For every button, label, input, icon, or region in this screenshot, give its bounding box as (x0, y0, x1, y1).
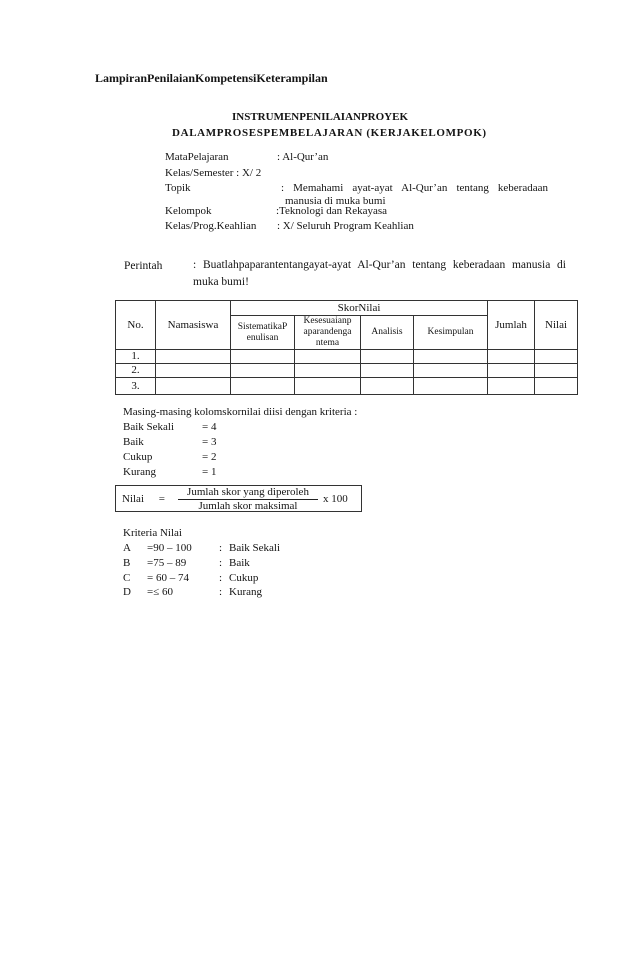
grade-letter: B (123, 557, 131, 569)
grade-range: =90 – 100 (147, 542, 192, 554)
grade-range: = 60 – 74 (147, 572, 189, 584)
grade-separator: : (219, 572, 223, 584)
header-line: Analisis (371, 327, 403, 337)
formula-lhs: Nilai = (122, 493, 165, 505)
conclusion-cell (414, 378, 488, 395)
relevance-cell (295, 364, 361, 378)
header-line: enulisan (246, 332, 279, 343)
table-row (116, 364, 578, 378)
grade-label: Baik (229, 557, 250, 569)
group-value: :Teknologi dan Rekayasa (276, 205, 388, 217)
student-name-cell (156, 364, 231, 378)
scoring-criteria-intro: Masing-masing kolomskornilai diisi dengan kriteria : (123, 406, 358, 418)
score-table (115, 300, 578, 395)
header-line: Kesesuaianp (303, 316, 352, 326)
header-criterion-systematics (231, 316, 295, 350)
analysis-cell (361, 364, 414, 378)
conclusion-cell (414, 364, 488, 378)
student-name-cell (156, 350, 231, 364)
grade-letter: D (123, 586, 131, 598)
grade-separator: : (219, 542, 223, 554)
subject-value: : Al-Qur’an (277, 151, 329, 163)
criteria-label: Cukup (123, 451, 153, 463)
table-row (116, 378, 578, 395)
table-header-row (116, 301, 578, 316)
grade-range: =75 – 89 (147, 557, 187, 569)
row-number: 1. (116, 350, 156, 364)
topic-label: Topik (165, 182, 191, 194)
total-cell (488, 350, 535, 364)
appendix-title: LampiranPenilaianKompetensiKeterampilan (95, 71, 328, 85)
analysis-cell (361, 350, 414, 364)
criteria-value: = 3 (202, 436, 217, 448)
criteria-label: Baik (123, 436, 144, 448)
criteria-value: = 4 (202, 421, 217, 433)
row-number: 3. (116, 378, 156, 395)
systematics-cell (231, 364, 295, 378)
topic-value-line-2: manusia di muka bumi (285, 195, 386, 207)
group-label: Kelompok (165, 205, 212, 217)
grade-label: Baik Sekali (229, 542, 281, 554)
formula-multiplier: x 100 (323, 493, 348, 505)
grade-letter: C (123, 572, 131, 584)
analysis-cell (361, 378, 414, 395)
header-student-name: Namasiswa (156, 301, 231, 350)
formula-denominator: Jumlah skor maksimal (198, 500, 298, 512)
header-line: Kesimpulan (427, 327, 474, 337)
relevance-cell (295, 350, 361, 364)
header-criterion-analysis (361, 316, 414, 350)
systematics-cell (231, 378, 295, 395)
grade-cell (535, 364, 578, 378)
conclusion-cell (414, 350, 488, 364)
document-title-line-2: DALAMPROSESPEMBELAJARAN (KERJAKELOMPOK) (172, 127, 487, 139)
class-semester: Kelas/Semester : X/ 2 (165, 167, 262, 179)
header-grade: Nilai (535, 301, 578, 350)
program-value: : X/ Seluruh Program Keahlian (277, 220, 414, 232)
header-total: Jumlah (488, 301, 535, 350)
grade-separator: : (219, 557, 223, 569)
criteria-value: = 1 (202, 466, 217, 478)
header-line: aparandenga (303, 327, 352, 337)
grade-label: Cukup (229, 572, 259, 584)
formula-numerator: Jumlah skor yang diperoleh (187, 486, 309, 498)
topic-value-line-1: : Memahami ayat-ayat Al-Qur’an tentang keberadaan (281, 182, 548, 194)
instruction-text-line-2: muka bumi! (193, 276, 249, 288)
header-criterion-conclusion (414, 316, 488, 350)
grade-letter: A (123, 542, 131, 554)
program-label: Kelas/Prog.Keahlian (165, 220, 257, 232)
instruction-label: Perintah (124, 260, 163, 272)
document-title-line-1: INSTRUMENPENILAIANPROYEK (232, 111, 409, 123)
header-criterion-relevance (295, 316, 361, 350)
criteria-label: Baik Sekali (123, 421, 175, 433)
total-cell (488, 378, 535, 395)
subject-label: MataPelajaran (165, 151, 229, 163)
header-line: ntema (315, 338, 340, 348)
grade-criteria-title: Kriteria Nilai (123, 527, 182, 539)
row-number: 2. (116, 364, 156, 378)
header-score-group: SkorNilai (231, 301, 488, 316)
header-line: SistematikaP (237, 321, 288, 332)
score-formula-box (115, 485, 362, 512)
student-name-cell (156, 378, 231, 395)
header-no: No. (116, 301, 156, 350)
criteria-label: Kurang (123, 466, 156, 478)
grade-separator: : (219, 586, 223, 598)
grade-label: Kurang (229, 586, 262, 598)
grade-cell (535, 378, 578, 395)
total-cell (488, 364, 535, 378)
systematics-cell (231, 350, 295, 364)
criteria-value: = 2 (202, 451, 217, 463)
grade-cell (535, 350, 578, 364)
instruction-text-line-1: : Buatlahpaparantentangayat-ayat Al-Qur’an tentang keberadaan manusia di (193, 259, 566, 271)
grade-range: =≤ 60 (147, 586, 173, 598)
table-row (116, 350, 578, 364)
relevance-cell (295, 378, 361, 395)
